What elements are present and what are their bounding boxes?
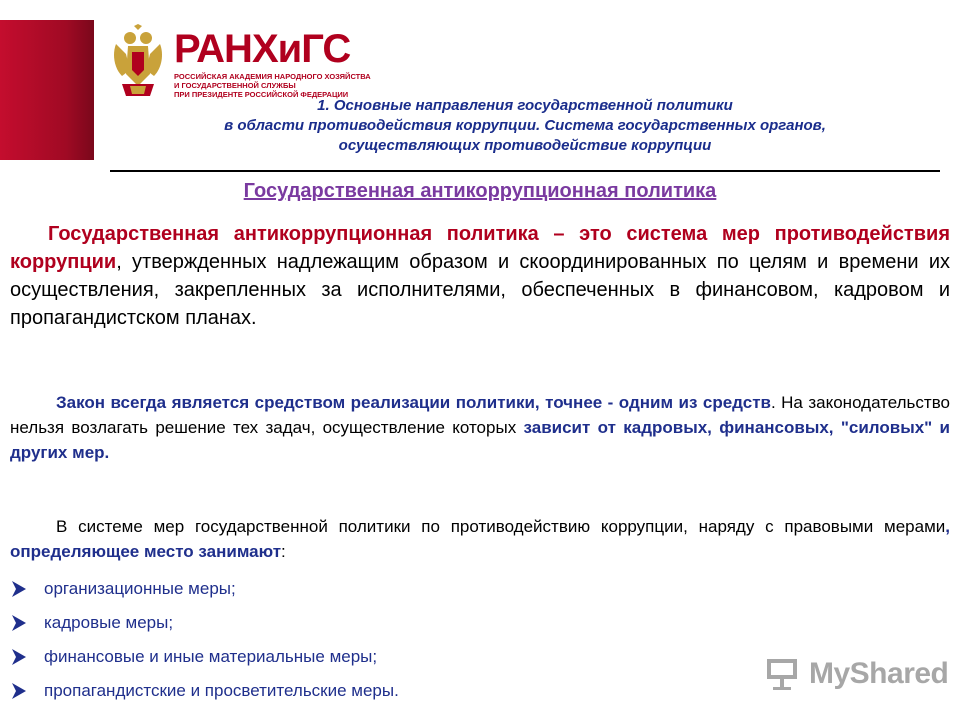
- law-highlight: зависит от кадровых, финансовых, "силовых" и других мер.: [10, 418, 951, 462]
- measures-text: :: [281, 542, 286, 561]
- list-item-label: организационные меры;: [44, 579, 236, 598]
- logo-brand-name: РАНХиГС: [174, 27, 351, 71]
- double-headed-eagle-icon: [110, 24, 166, 100]
- watermark-text: MyShared: [809, 657, 949, 690]
- projector-icon: [765, 655, 805, 691]
- measures-list: [10, 572, 399, 708]
- section-heading-line: 1. Основные направления государственной политики: [317, 97, 733, 114]
- arrow-bullet-icon: [10, 648, 28, 666]
- list-item: [10, 674, 399, 708]
- arrow-bullet-icon: [10, 614, 28, 632]
- heading-divider: [110, 170, 940, 172]
- ranepa-logo: [110, 24, 371, 104]
- list-item-label: финансовые и иные материальные меры;: [44, 647, 378, 666]
- list-item-label: пропагандистские и просветительские меры.: [44, 681, 399, 700]
- myshared-watermark: [765, 655, 949, 695]
- list-item: [10, 640, 399, 674]
- section-heading-line: в области противодействия коррупции. Система государственных органов,: [224, 117, 826, 134]
- logo-subtitle-line: ПРИ ПРЕЗИДЕНТЕ РОССИЙСКОЙ ФЕДЕРАЦИИ: [174, 90, 349, 99]
- logo-subtitle-line: РОССИЙСКАЯ АКАДЕМИЯ НАРОДНОГО ХОЗЯЙСТВА: [174, 72, 371, 81]
- list-item: [10, 572, 399, 606]
- list-item: [10, 606, 399, 640]
- logo-subtitle: [174, 72, 371, 99]
- measures-highlight: , определяющее место занимают: [10, 517, 950, 561]
- law-text: . На законодательство нельзя возлагать решение тех задач, осуществление которых: [10, 393, 950, 437]
- page-subtitle: Государственная антикоррупционная политика: [243, 180, 717, 202]
- definition-text: , утвержденных надлежащим образом и скоординированных по целям и времени их осуществления, закрепленных за исполнителями, обеспеченных в финансовом, кадровом и пропагандистском планах.: [10, 251, 950, 329]
- list-item-label: кадровые меры;: [44, 613, 174, 632]
- definition-highlight: Государственная антикоррупционная политика – это система мер противодействия коррупции: [10, 223, 950, 273]
- arrow-bullet-icon: [10, 580, 28, 598]
- law-highlight: Закон всегда является средством реализации политики, точнее - одним из средств: [56, 393, 771, 412]
- decorative-red-bar: [0, 20, 94, 160]
- section-heading-line: осуществляющих противодействие коррупции: [338, 137, 712, 154]
- logo-subtitle-line: И ГОСУДАРСТВЕННОЙ СЛУЖБЫ: [174, 81, 296, 90]
- law-paragraph: [10, 390, 950, 465]
- definition-paragraph: [10, 220, 950, 332]
- measures-text: В системе мер государственной политики по противодействию коррупции, наряду с правовыми мерами: [56, 517, 946, 536]
- arrow-bullet-icon: [10, 682, 28, 700]
- section-heading: [110, 96, 940, 156]
- measures-paragraph: [10, 514, 950, 564]
